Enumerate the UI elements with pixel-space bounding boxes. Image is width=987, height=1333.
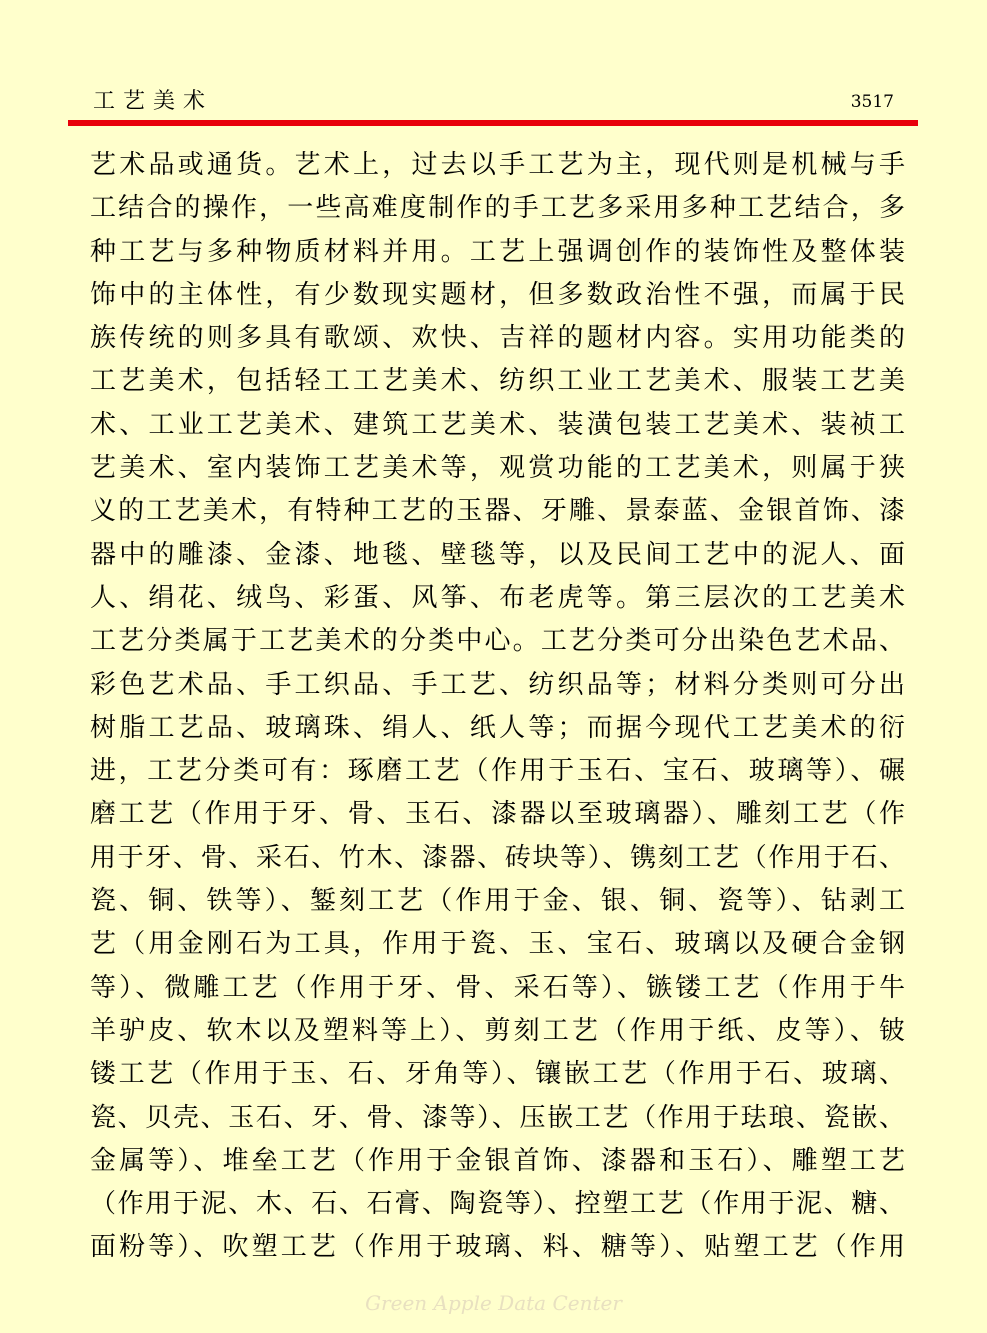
text-line: 术、工业工艺美术、建筑工艺美术、装潢包装工艺美术、装祯工 <box>90 409 909 440</box>
text-line: 种工艺与多种物质材料并用。工艺上强调创作的装饰性及整体装 <box>90 236 909 267</box>
text-line: 饰中的主体性，有少数现实题材，但多数政治性不强，而属于民 <box>90 279 909 310</box>
text-line: 艺术品或通货。艺术上，过去以手工艺为主，现代则是机械与手 <box>90 150 909 180</box>
text-line: 镂工艺（作用于玉、石、牙角等）、镶嵌工艺（作用于石、玻璃、 <box>90 1059 908 1090</box>
text-line: 彩色艺术品、手工织品、手工艺、纺织品等；材料分类则可分出 <box>90 669 909 700</box>
text-line: 器中的雕漆、金漆、地毯、壁毯等，以及民间工艺中的泥人、面 <box>90 539 909 570</box>
text-line: 面粉等）、吹塑工艺（作用于玻璃、料、糖等）、贴塑工艺（作用 <box>90 1232 909 1263</box>
text-line: 艺美术、室内装饰工艺美术等，观赏功能的工艺美术，则属于狭 <box>90 453 909 484</box>
text-line: 工艺美术，包括轻工工艺美术、纺织工业工艺美术、服装工艺美 <box>90 366 909 397</box>
body-text <box>90 144 909 1270</box>
text-line: 进，工艺分类可有：琢磨工艺（作用于玉石、宝石、玻璃等）、碾 <box>90 756 908 787</box>
text-line: 用于牙、骨、采石、竹木、漆器、砖块等）、镌刻工艺（作用于石、 <box>90 842 907 873</box>
running-header-title: 工艺美术 <box>93 89 214 114</box>
text-line: 树脂工艺品、玻璃珠、绢人、纸人等；而据今现代工艺美术的衍 <box>90 712 909 743</box>
text-line: 等）、微雕工艺（作用于牙、骨、采石等）、镞镂工艺（作用于牛 <box>90 972 909 1003</box>
text-line: 人、绢花、绒鸟、彩蛋、风筝、布老虎等。第三层次的工艺美术 <box>90 582 909 613</box>
text-line: 瓷、铜、铁等）、錾刻工艺（作用于金、银、铜、瓷等）、钻剥工 <box>90 886 909 917</box>
text-line: 瓷、贝壳、玉石、牙、骨、漆等）、压嵌工艺（作用于珐琅、瓷嵌、 <box>90 1102 907 1133</box>
page-number: 3517 <box>850 92 894 112</box>
text-line: 金属等）、堆垒工艺（作用于金银首饰、漆器和玉石）、雕塑工艺 <box>90 1145 909 1176</box>
text-line: 工艺分类属于工艺美术的分类中心。工艺分类可分出染色艺术品、 <box>90 626 908 657</box>
text-line: 艺（用金刚石为工具，作用于瓷、玉、宝石、玻璃以及硬合金钢 <box>90 929 909 960</box>
text-line: 磨工艺（作用于牙、骨、玉石、漆器以至玻璃器）、雕刻工艺（作 <box>90 799 908 830</box>
text-line: 义的工艺美术，有特种工艺的玉器、牙雕、景泰蓝、金银首饰、漆 <box>90 496 908 527</box>
text-line: （作用于泥、木、石、石膏、陶瓷等）、控塑工艺（作用于泥、糖、 <box>90 1189 907 1220</box>
text-line: 工结合的操作，一些高难度制作的手工艺多采用多种工艺结合，多 <box>90 193 908 224</box>
text-line: 羊驴皮、软木以及塑料等上）、剪刻工艺（作用于纸、皮等）、铍 <box>90 1015 909 1046</box>
text-line: 族传统的则多具有歌颂、欢快、吉祥的题材内容。实用功能类的 <box>90 323 909 354</box>
watermark: Green Apple Data Center <box>365 1291 622 1315</box>
header-rule <box>68 120 918 126</box>
